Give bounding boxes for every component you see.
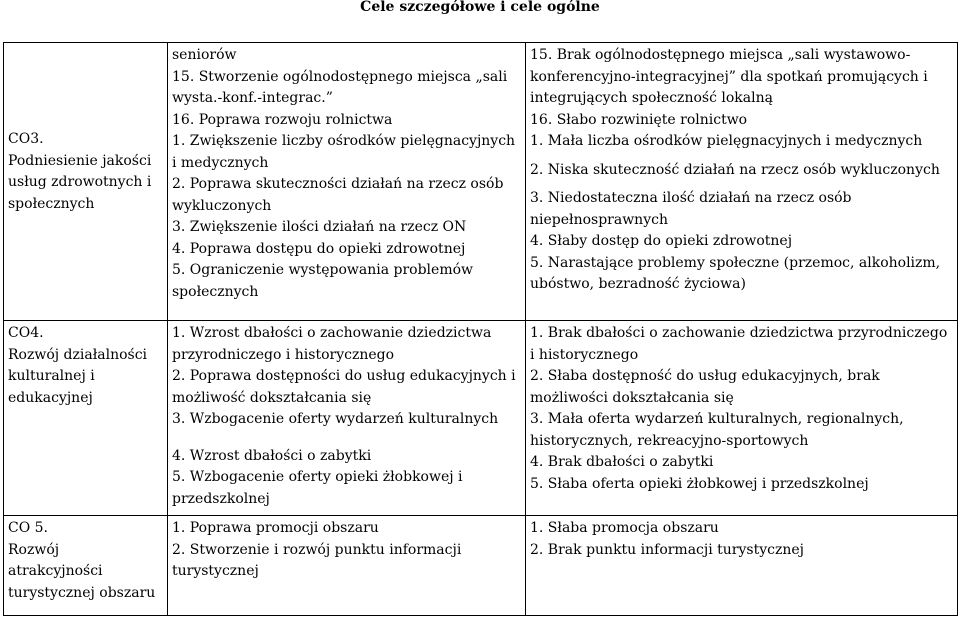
goal-name-line: Podniesienie jakości [8,152,152,169]
list-item: 2. Poprawa skuteczności działań na rzecz osób wykluczonych [172,176,504,214]
list-item: 1. Wzrost dbałości o zachowanie dziedzictwa przyrodniczego i historycznego [172,325,492,363]
problems-cell [526,516,958,616]
table-row [4,516,958,616]
table-row [4,43,958,321]
specific-goals-cell [168,43,526,321]
list-item: 2. Brak punktu informacji turystycznej [530,541,804,558]
list-item: 1. Zwiększenie liczby ośrodków pielęgnacyjnych i medycznych [172,133,516,171]
goal-cell [4,516,168,616]
list-item: 16. Słabo rozwinięte rolnictwo [530,111,748,128]
list-item: 5. Ograniczenie występowania problemów społecznych [172,262,474,300]
goal-name-line: usług zdrowotnych i [8,174,152,190]
list-item: seniorów [172,47,237,63]
list-item: 4. Wzrost dbałości o zabytki [172,447,372,464]
list-item: 3. Zwiększenie ilości działań na rzecz ON [172,219,467,235]
page-title: Cele szczegółowe i cele ogólne [360,0,600,15]
list-item: 2. Niska skuteczność działań na rzecz osób wykluczonych [530,161,940,178]
goal-name-line: edukacyjnej [8,389,93,406]
list-item: 1. Mała liczba ośrodków pielęgnacyjnych i medycznych [530,133,923,149]
goal-code: CO 5. [8,520,48,536]
list-item: 1. Słaba promocja obszaru [530,520,719,536]
goal-name-line: Rozwój [8,541,60,558]
list-item: 5. Słaba oferta opieki żłobkowej i przedszkolnej [530,475,869,492]
problems-cell [526,321,958,516]
specific-goals-cell [168,321,526,516]
goal-cell [4,43,168,321]
list-item: 3. Wzbogacenie oferty wydarzeń kulturalnych [172,411,499,427]
list-item: 3. Niedostateczna ilość działań na rzecz osób niepełnosprawnych [530,190,852,228]
goal-name-line: Rozwój działalności [8,346,148,363]
table-row [4,321,958,516]
goal-name-line: atrakcyjności [8,563,103,579]
list-item: 2. Stworzenie i rozwój punktu informacji turystycznej [172,541,462,579]
specific-goals-cell [168,516,526,616]
problems-cell [526,43,958,321]
goal-name-line: społecznych [8,195,95,212]
goal-code: CO4. [8,325,44,341]
list-item: 5. Wzbogacenie oferty opieki żłobkowej i przedszkolnej [172,469,463,507]
list-item: 5. Narastające problemy społeczne (przemoc, alkoholizm, ubóstwo, bezradność życiowa) [530,254,941,292]
goal-code: CO3. [8,131,44,147]
list-item: 15. Brak ogólnodostępnego miejsca „sali wystawowo-konferencyjno-integracyjnej” dla spotkań promujących i integrujących społeczność lokalną [530,47,928,106]
goal-name-line: kulturalnej i [8,368,95,384]
list-item: 1. Brak dbałości o zachowanie dziedzictwa przyrodniczego i historycznego [530,325,948,363]
list-item: 4. Słaby dostęp do opieki zdrowotnej [530,233,793,249]
list-item: 2. Słaba dostępność do usług edukacyjnych, brak możliwości dokształcania się [530,368,880,406]
goals-table [3,42,958,616]
list-item: 2. Poprawa dostępności do usług edukacyjnych i możliwość dokształcania się [172,368,516,406]
list-item: 4. Poprawa dostępu do opieki zdrowotnej [172,240,466,257]
list-item: 3. Mała oferta wydarzeń kulturalnych, regionalnych, historycznych, rekreacyjno-sportowych [530,411,904,449]
goal-name-line: turystycznej obszaru [8,584,156,601]
list-item: 4. Brak dbałości o zabytki [530,454,714,470]
list-item: 1. Poprawa promocji obszaru [172,520,379,536]
list-item: 15. Stworzenie ogólnodostępnego miejsca „sali wysta.-konf.-integrac.” [172,68,508,106]
goal-cell [4,321,168,516]
list-item: 16. Poprawa rozwoju rolnictwa [172,111,393,128]
